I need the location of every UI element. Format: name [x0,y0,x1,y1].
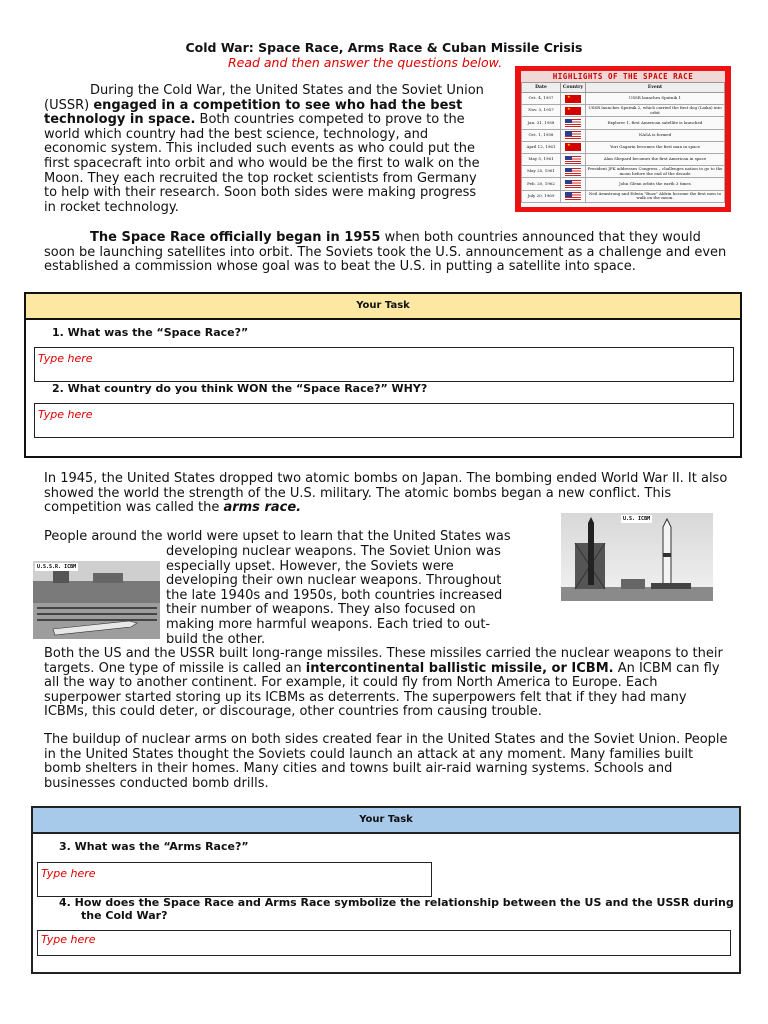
intro-rest: Both countries competed to prove to the world which country had the best science, technology, and economic system. This included such events as who could put the first spacecraft into orbit and who would be the first to walk on the Moon. They each recruited the top rocket scientists from Germany to help with their research. Soon both sides were making progress in rocket technology. [44,112,480,215]
highlight-row [522,153,725,165]
highlight-date: Feb. 20, 1962 [522,178,561,190]
highlight-event: Neil Armstrong and Edwin "Buzz" Aldrin become the first men to walk on the moon. [586,190,725,202]
highlight-country [561,117,586,129]
space-race-paragraph [44,231,734,275]
us-flag-icon [565,192,581,200]
highlight-event: President JFK addresses Congress – challenges nation to go to the moon before the end of the decade [586,166,725,178]
answer-1-placeholder: Type here [38,352,93,365]
arms-race-term: arms race. [223,500,302,516]
ussr-icbm-label: U.S.S.R. ICBM [37,564,77,570]
ussr-flag-icon [565,107,581,115]
answer-4-placeholder: Type here [41,933,96,946]
highlight-row [522,93,725,105]
highlight-row [522,190,725,202]
ussr-flag-icon [565,143,581,151]
question-4: 4. How does the Space Race and Arms Race symbolize the relationship between the US and the USSR during the Cold War? [59,896,734,922]
highlight-date: April 12, 1961 [522,141,561,153]
intro-lead: During the Cold War, the United States and the Soviet Union (USSR) [44,83,484,113]
answer-field-2[interactable] [34,403,734,438]
highlight-country [561,129,586,141]
highlight-date: May 25, 1961 [522,166,561,178]
us-icbm-image [561,513,713,601]
highlight-date: Nov. 3, 1957 [522,105,561,117]
ussr-icbm-image [33,561,160,639]
instructions: Read and then answer the questions below. [227,55,503,70]
us-flag-icon [565,119,581,127]
highlight-event: Yuri Gagarin becomes the first man in space [586,141,725,153]
icbm-text-1: Both the US and the USSR built long-range missiles. These missiles carried the nuclear weapons to their targets. One type of missile is called an [44,646,723,676]
highlight-country [561,153,586,165]
space-race-highlights [515,66,731,212]
page-title: Cold War: Space Race, Arms Race & Cuban Missile Crisis [185,40,583,55]
highlight-country [561,166,586,178]
us-icbm-label: U.S. ICBM [623,516,651,522]
us-flag-icon [565,180,581,188]
highlight-country [561,190,586,202]
question-2: 2. What country do you think WON the “Space Race?” WHY? [52,382,428,395]
ussr-icbm-photo [33,561,160,639]
col-date: Date [522,83,561,93]
nuclear-paragraph-rest: developing nuclear weapons. The Soviet Union was especially upset. However, the Soviets were developing their own nuclear weapons. Throughout the late 1940s and 1950s, both countries increased their number of weapons. They also focused on making more harmful weapons. Each tried to out-build the other. [166,544,503,647]
highlight-row [522,141,725,153]
task-heading-2: Your Task [33,808,739,834]
intro-paragraph [44,84,484,215]
highlight-row [522,105,725,117]
highlight-country [561,93,586,105]
us-flag-icon [565,156,581,164]
highlight-event: NASA is formed [586,129,725,141]
highlight-country [561,105,586,117]
highlight-event: Alan Shepard becomes the first American in space [586,153,725,165]
highlight-date: Jan. 31, 1958 [522,117,561,129]
answer-field-3[interactable] [37,862,432,897]
answer-2-placeholder: Type here [38,408,93,421]
us-flag-icon [565,168,581,176]
highlight-event: John Glenn orbits the earth 3 times [586,178,725,190]
highlight-row [522,129,725,141]
highlight-country [561,141,586,153]
answer-field-1[interactable] [34,347,734,382]
highlight-event: Explorer 1, first American satellite is launched [586,117,725,129]
icbm-paragraph [44,647,734,720]
arms-race-paragraph [44,472,734,516]
icbm-term: intercontinental ballistic missile, or ICBM. [305,660,614,676]
highlight-event: USSR launches Sputnik 2, which carried the first dog (Laika) into orbit [586,105,725,117]
icbm-text-2: An ICBM can fly all the way to another continent. For example, it could fly from North America to Europe. Each superpower started storing up its ICBMs as deterrents. The superpowers felt that if they had many ICBMs, this could deter, or discourage, other countries from causing trouble. [44,660,720,720]
us-icbm-photo [561,513,713,601]
answer-3-placeholder: Type here [41,867,96,880]
intro-bold: engaged in a competition to see who had the best technology in space. [44,97,463,128]
highlight-row [522,117,725,129]
col-event: Event [586,83,725,93]
nuclear-paragraph-first-line: People around the world were upset to learn that the United States was [44,529,511,544]
highlight-date: Oct. 4, 1957 [522,93,561,105]
highlight-date: July 20, 1969 [522,190,561,202]
space-race-rest: when both countries announced that they would soon be launching satellites into orbit. The Soviets took the U.S. announcement as a challenge and even established a commission whose goal was to beat the U.S. in putting a satellite into space. [44,230,727,275]
space-race-bold: The Space Race officially began in 1955 [90,230,381,245]
highlight-date: May 5, 1961 [522,153,561,165]
ussr-flag-icon [565,95,581,103]
highlight-event: USSR launches Sputnik 1 [586,93,725,105]
highlights-title: HIGHLIGHTS OF THE SPACE RACE [521,71,725,82]
highlight-date: Oct. 1, 1958 [522,129,561,141]
highlight-row [522,178,725,190]
col-country: Country [561,83,586,93]
answer-field-4[interactable] [37,930,731,956]
fear-paragraph: The buildup of nuclear arms on both sides created fear in the United States and the Soviet Union. People in the United States thought the Soviets could launch an attack at any moment. Many families built bomb shelters in their homes. Many cities and towns built air-raid warning systems. Schools and businesses conducted bomb drills. [44,732,728,791]
highlights-table [521,82,725,203]
highlight-country [561,178,586,190]
task-heading: Your Task [26,294,740,320]
us-flag-icon [565,131,581,139]
task-box-2 [31,806,741,974]
highlight-row [522,166,725,178]
task-box-1 [24,292,742,458]
arms-race-text: In 1945, the United States dropped two atomic bombs on Japan. The bombing ended World War II. It also showed the world the strength of the U.S. military. The atomic bombs began a new conflict. This competition was called the [44,471,728,516]
question-3: 3. What was the “Arms Race?” [59,840,249,853]
question-1: 1. What was the “Space Race?” [52,326,249,339]
